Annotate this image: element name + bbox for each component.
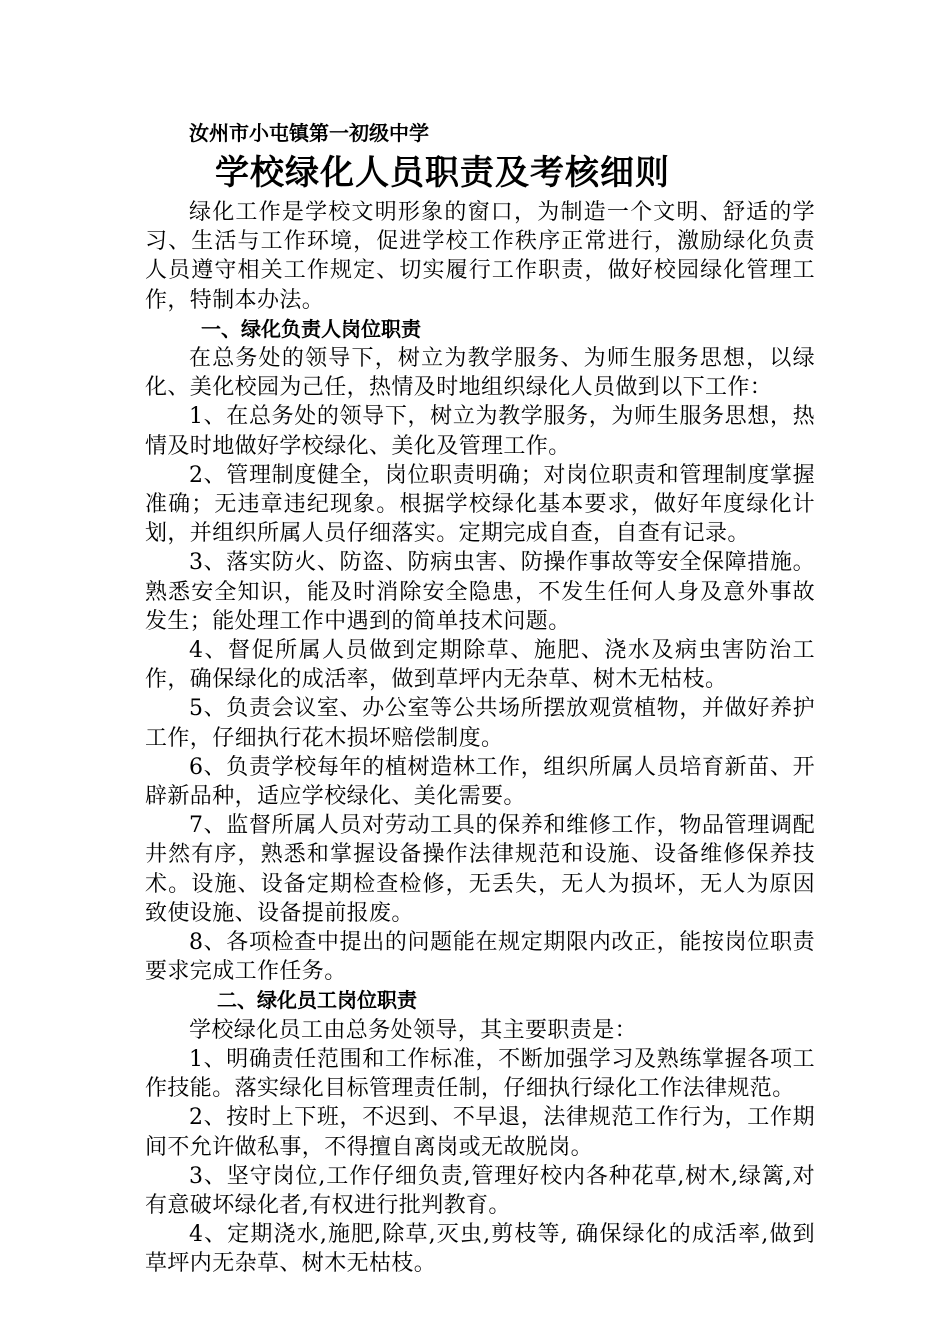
section1-item-5: 5、负责会议室、办公室等公共场所摆放观赏植物，并做好养护工作，仔细执行花木损坏赔偿制度。 <box>145 696 815 751</box>
section2-item-4: 4、定期浇水,施肥,除草,灭虫,剪枝等, 确保绿化的成活率,做到草坪内无杂草、树木无枯枝。 <box>145 1222 815 1277</box>
section1-item-7: 7、监督所属人员对劳动工具的保养和维修工作，物品管理调配井然有序，熟悉和掌握设备操作法律规范和设施、设备维修保养技术。设施、设备定期检查检修，无丢失，无人为损坏，无人为原因致使设施、设备提前报废。 <box>145 813 815 926</box>
section2-item-1: 1、明确责任范围和工作标准，不断加强学习及熟练掌握各项工作技能。落实绿化目标管理责任制，仔细执行绿化工作法律规范。 <box>145 1046 815 1102</box>
section1-item-8: 8、各项检查中提出的问题能在规定期限内改正，能按岗位职责要求完成工作任务。 <box>145 930 815 985</box>
section-heading-staff-duties: 二、绿化员工岗位职责 <box>217 988 417 1013</box>
section1-item-2: 2、管理制度健全，岗位职责明确；对岗位职责和管理制度掌握准确；无违章违纪现象。根据学校绿化基本要求，做好年度绿化计划，并组织所属人员仔细落实。定期完成自查，自查有记录。 <box>145 462 815 547</box>
intro-paragraph: 绿化工作是学校文明形象的窗口，为制造一个文明、舒适的学习、生活与工作环境，促进学校工作秩序正常进行，激励绿化负责人员遵守相关工作规定、切实履行工作职责，做好校园绿化管理工作，特制本办法。 <box>145 200 815 313</box>
section1-item-1: 1、在总务处的领导下，树立为教学服务，为师生服务思想，热情及时地做好学校绿化、美化及管理工作。 <box>145 404 815 459</box>
section2-lead-paragraph: 学校绿化员工由总务处领导，其主要职责是： <box>189 1017 638 1043</box>
section-heading-leader-duties: 一、绿化负责人岗位职责 <box>201 316 421 341</box>
section2-item-3: 3、坚守岗位,工作仔细负责,管理好校内各种花草,树木,绿篱,对有意破坏绿化者,有权进行批判教育。 <box>145 1163 815 1218</box>
section1-item-6: 6、负责学校每年的植树造林工作，组织所属人员培育新苗、开辟新品种，适应学校绿化、美化需要。 <box>145 754 815 810</box>
section1-item-3: 3、落实防火、防盗、防病虫害、防操作事故等安全保障措施。熟悉安全知识，能及时消除安全隐患，不发生任何人身及意外事故发生；能处理工作中遇到的简单技术问题。 <box>145 550 815 634</box>
document-title: 学校绿化人员职责及考核细则 <box>215 153 670 193</box>
document-body <box>145 118 815 1279</box>
section2-item-2: 2、按时上下班，不迟到、不早退，法律规范工作行为，工作期间不允许做私事，不得擅自离岗或无故脱岗。 <box>145 1105 815 1160</box>
section1-item-4: 4、督促所属人员做到定期除草、施肥、浇水及病虫害防治工作，确保绿化的成活率，做到草坪内无杂草、树木无枯枝。 <box>145 638 815 693</box>
school-name: 汝州市小屯镇第一初级中学 <box>189 121 429 145</box>
section1-lead-paragraph: 在总务处的领导下，树立为教学服务、为师生服务思想，以绿化、美化校园为己任，热情及时地组织绿化人员做到以下工作： <box>145 346 815 401</box>
